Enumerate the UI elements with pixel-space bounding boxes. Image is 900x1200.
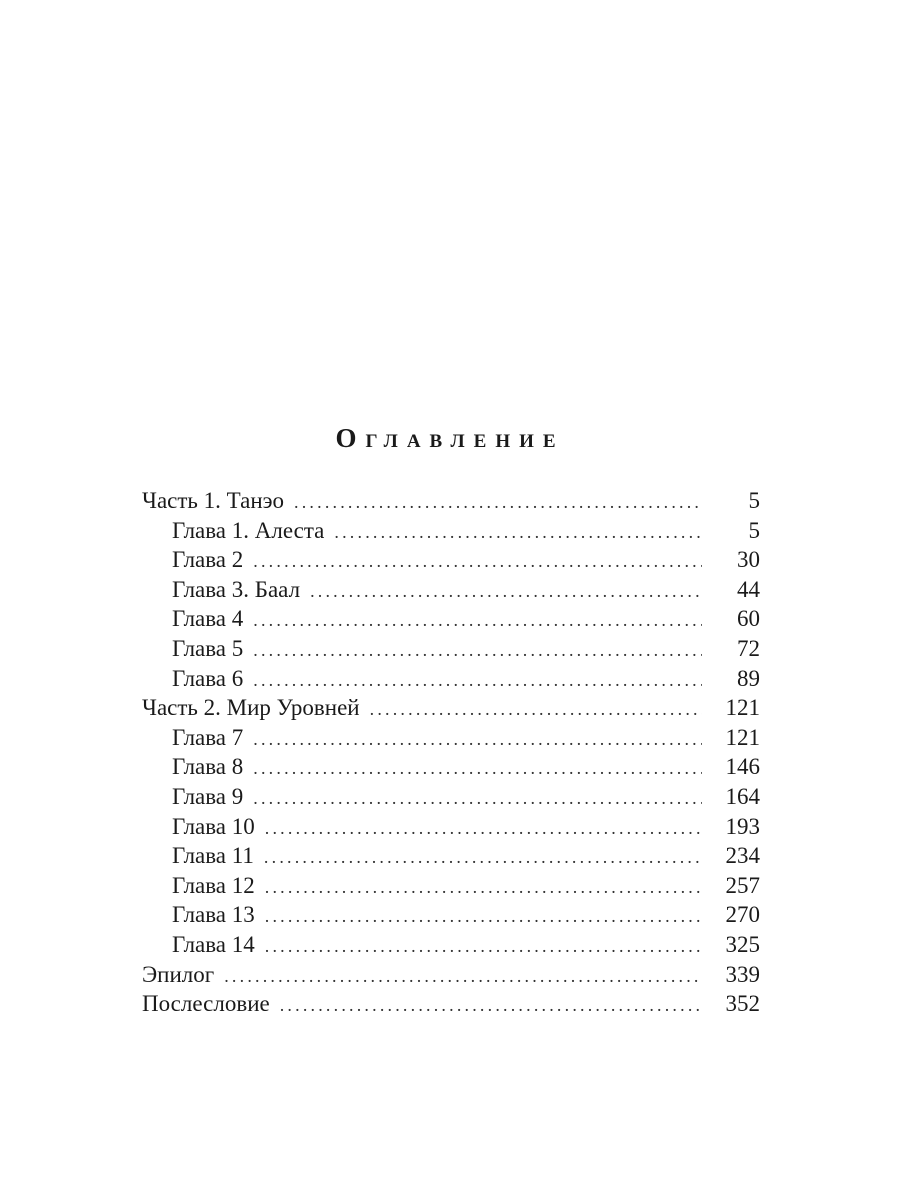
toc-entry[interactable] — [142, 900, 760, 930]
toc-entry-label: Глава 6 — [172, 665, 244, 691]
dot-leader — [265, 873, 702, 903]
toc-entry-page: 352 — [725, 991, 760, 1017]
dot-leader — [294, 488, 702, 518]
toc-entry-page: 44 — [737, 576, 760, 602]
toc-entry-label: Эпилог — [142, 961, 215, 987]
toc-entry[interactable] — [142, 604, 760, 634]
toc-entry[interactable] — [142, 693, 760, 723]
dot-leader — [253, 636, 702, 666]
toc-entry-label: Глава 8 — [172, 754, 244, 780]
toc-entry-label: Глава 7 — [172, 724, 244, 750]
toc-entry-page: 72 — [737, 635, 760, 661]
dot-leader — [253, 606, 702, 636]
toc-entry-label: Часть 2. Мир Уровней — [142, 695, 360, 721]
toc-entry-page: 325 — [725, 931, 760, 957]
toc-entry-page: 60 — [737, 606, 760, 632]
toc-entry[interactable] — [142, 545, 760, 575]
toc-entry-page: 89 — [737, 665, 760, 691]
dot-leader — [253, 754, 702, 784]
toc-entry[interactable] — [142, 752, 760, 782]
toc-entry-label: Глава 14 — [172, 931, 255, 957]
toc-entry[interactable] — [142, 516, 760, 546]
toc-entry-label: Глава 2 — [172, 547, 244, 573]
toc-entry-page: 121 — [725, 695, 760, 721]
toc-entry[interactable] — [142, 575, 760, 605]
dot-leader — [310, 577, 702, 607]
toc-entry-page: 193 — [725, 813, 760, 839]
toc-entry-label: Глава 5 — [172, 635, 244, 661]
toc-entry-label: Глава 9 — [172, 783, 244, 809]
toc-entry[interactable] — [142, 634, 760, 664]
toc-entry-label: Глава 11 — [172, 843, 254, 869]
toc-entry-label: Часть 1. Танэо — [142, 488, 285, 513]
toc-entry-label: Глава 1. Алеста — [172, 517, 325, 543]
dot-leader — [265, 814, 702, 844]
toc-entry-label: Глава 4 — [172, 606, 244, 632]
toc-entry-page: 270 — [725, 902, 760, 928]
toc-entry-label: Глава 13 — [172, 902, 255, 928]
toc-heading: Оглавление — [335, 423, 565, 453]
toc-entry[interactable] — [142, 841, 760, 871]
toc-entry[interactable] — [142, 989, 760, 1019]
dot-leader — [253, 725, 702, 755]
toc-entry-page: 30 — [737, 547, 760, 573]
toc-entry[interactable] — [142, 960, 760, 990]
toc-entry[interactable] — [142, 930, 760, 960]
toc-entry-label: Глава 3. Баал — [172, 576, 301, 602]
dot-leader — [280, 991, 702, 1021]
toc-entry-label: Глава 10 — [172, 813, 255, 839]
dot-leader — [334, 518, 702, 548]
toc-entry-page: 121 — [725, 724, 760, 750]
dot-leader — [253, 547, 702, 577]
toc-entry-page: 146 — [725, 754, 760, 780]
toc-entry[interactable] — [142, 871, 760, 901]
dot-leader — [224, 962, 702, 992]
toc-entry-page: 164 — [725, 783, 760, 809]
toc-entry[interactable] — [142, 782, 760, 812]
toc-entry-page: 5 — [748, 488, 760, 513]
toc-entry-page: 234 — [725, 843, 760, 869]
dot-leader — [370, 695, 702, 725]
dot-leader — [253, 666, 702, 696]
dot-leader — [264, 843, 702, 873]
toc-entry[interactable] — [142, 812, 760, 842]
toc-entry-label: Глава 12 — [172, 872, 255, 898]
dot-leader — [265, 932, 702, 962]
toc-entry-label: Послесловие — [142, 991, 270, 1017]
toc-entry[interactable] — [142, 723, 760, 753]
table-of-contents — [142, 486, 760, 1019]
toc-entry-page: 5 — [748, 517, 760, 543]
dot-leader — [253, 784, 702, 814]
toc-entry[interactable] — [142, 486, 760, 516]
toc-entry-page: 339 — [725, 961, 760, 987]
dot-leader — [265, 902, 702, 932]
toc-entry-page: 257 — [725, 872, 760, 898]
toc-entry[interactable] — [142, 664, 760, 694]
